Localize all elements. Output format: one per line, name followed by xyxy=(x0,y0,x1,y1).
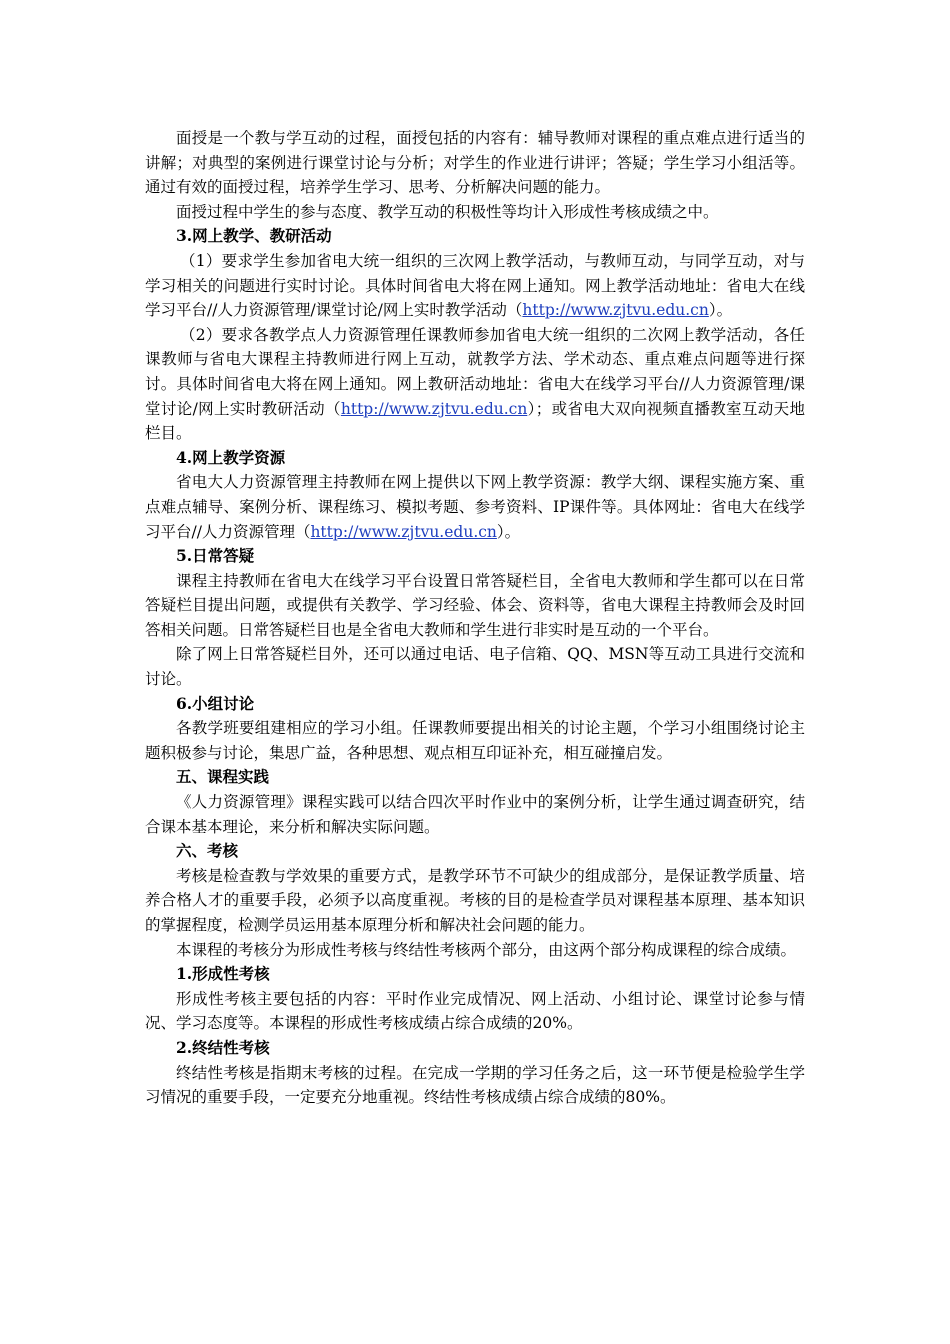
paragraph-daily-qa: 课程主持教师在省电大在线学习平台设置日常答疑栏目，全省电大教师和学生都可以在日常答疑栏目提出问题，或提供有关教学、学习经验、体会、资料等，省电大课程主持教师会及时回答相关问题。日常答疑栏目也是全省电大教师和学生进行非实时是互动的一个平台。 xyxy=(145,571,805,639)
heading-online-teaching: 3.网上教学、教研活动 xyxy=(176,226,332,246)
text-segment: （2）要求各教学点人力资源管理任课教师参加省电大统一组织的二次网上教学活动，各任课教师与省电大课程主持教师进行网上互动，就教学方法、学术动态、重点难点问题等进行探讨。具体时间省电大将在网上通知。网上教研活动地址：省电大在线学习平台//人力资源管理/课堂讨论/网上实时教研活动（ xyxy=(145,325,805,418)
paragraph-teacher-online-activity xyxy=(145,323,805,446)
text-segment: ）。 xyxy=(496,522,521,541)
paragraph-student-online-activity xyxy=(145,249,805,323)
paragraph-assessment: 考核是检查教与学效果的重要方式，是教学环节不可缺少的组成部分，是保证教学质量、培养合格人才的重要手段，必须予以高度重视。考核的目的是检查学员对课程基本原理、基本知识的掌握程度，检测学员运用基本原理分析和解决社会问题的能力。 xyxy=(145,866,805,934)
paragraph-other-tools: 除了网上日常答疑栏目外，还可以通过电话、电子信箱、QQ、MSN等互动工具进行交流和讨论。 xyxy=(145,645,805,689)
heading-group-discussion: 6.小组讨论 xyxy=(176,693,255,713)
paragraph-formative: 形成性考核主要包括的内容：平时作业完成情况、网上活动、小组讨论、课堂讨论参与情况、学习态度等。本课程的形成性考核成绩占综合成绩的20%。 xyxy=(145,989,805,1033)
text-segment: 省电大人力资源管理主持教师在网上提供以下网上教学资源：教学大纲、课程实施方案、重点难点辅导、案例分析、课程练习、模拟考题、参考资料、IP课件等。具体网址：省电大在线学习平台//人力资源管理（ xyxy=(145,473,805,541)
heading-course-practice: 五、课程实践 xyxy=(176,767,270,787)
paragraph-group-discussion: 各教学班要组建相应的学习小组。任课教师要提出相关的讨论主题，个学习小组围绕讨论主题积极参与讨论，集思广益，各种思想、观点相互印证补充，相互碰撞启发。 xyxy=(145,719,805,762)
paragraph-participation: 面授过程中学生的参与态度、教学互动的积极性等均计入形成性考核成绩之中。 xyxy=(176,202,719,221)
paragraph-face-teaching: 面授是一个教与学互动的过程，面授包括的内容有：辅导教师对课程的重点难点进行适当的讲解；对典型的案例进行课堂讨论与分析；对学生的作业进行讲评；答疑；学生学习小组活等。通过有效的面授过程，培养学生学习、思考、分析解决问题的能力。 xyxy=(145,129,805,197)
text-segment: ）。 xyxy=(708,301,733,320)
url-link[interactable]: http://www.zjtvu.edu.cn xyxy=(522,301,709,320)
heading-online-resources: 4.网上教学资源 xyxy=(176,447,286,467)
text-segment: （1）要求学生参加省电大统一组织的三次网上教学活动，与教师互动，与同学互动，对与学习相关的问题进行实时讨论。具体时间省电大将在网上通知。网上教学活动地址：省电大在线学习平台//人力资源管理/课堂讨论/网上实时教学活动（ xyxy=(145,251,805,320)
heading-summative: 2.终结性考核 xyxy=(176,1037,270,1057)
url-link[interactable]: http://www.zjtvu.edu.cn xyxy=(310,522,497,541)
heading-assessment: 六、考核 xyxy=(176,841,239,861)
heading-daily-qa: 5.日常答疑 xyxy=(176,546,255,566)
url-link[interactable]: http://www.zjtvu.edu.cn xyxy=(340,399,528,418)
heading-formative: 1.形成性考核 xyxy=(176,964,270,984)
paragraph-course-practice: 《人力资源管理》课程实践可以结合四次平时作业中的案例分析，让学生通过调查研究，结合课本基本理论，来分析和解决实际问题。 xyxy=(145,793,805,836)
paragraph-summative: 终结性考核是指期末考核的过程。在完成一学期的学习任务之后，这一环节便是检验学生学习情况的重要手段，一定要充分地重视。终结性考核成绩占综合成绩的80%。 xyxy=(145,1063,805,1107)
paragraph-online-resources xyxy=(145,470,805,544)
text-segment: ）；或省电大双向视频直播教室互动天地栏目。 xyxy=(145,399,805,443)
paragraph-assessment-parts: 本课程的考核分为形成性考核与终结性考核两个部分，由这两个部分构成课程的综合成绩。 xyxy=(176,940,797,959)
